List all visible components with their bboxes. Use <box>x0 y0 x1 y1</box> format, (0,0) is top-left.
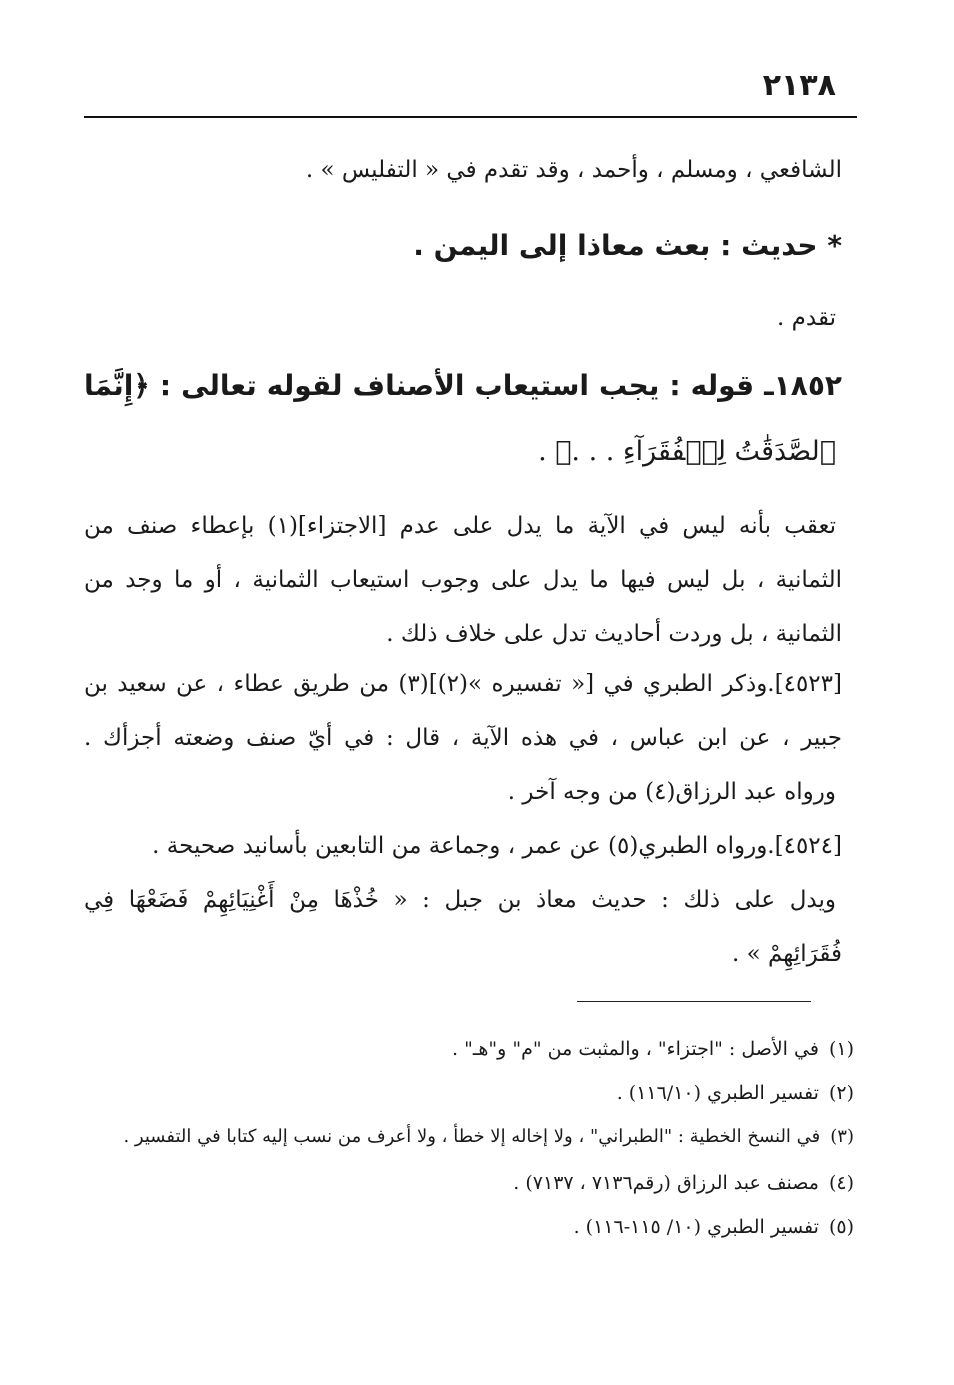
footnote-text: في النسخ الخطية : "الطبراني" ، ولا إخاله إلا خطأ ، ولا أعرف من نسب إليه كتابا في التفسير . <box>123 1126 821 1147</box>
body-line-muadh-1: ويدل على ذلك : حديث معاذ بن جبل : « خُذْهَا مِنْ أَغْنِيَائِهِمْ فَضَعْهَا فِي <box>84 887 836 913</box>
footnote-4 <box>513 1168 854 1198</box>
section-heading-1852: ١٨٥٢ـ قوله : يجب استيعاب الأصناف لقوله تعالى : ﴿إِنَّمَا <box>84 369 842 402</box>
footnote-number: (٣) <box>830 1126 854 1147</box>
footnote-text: مصنف عبد الرزاق (رقم٧١٣٦ ، ٧١٣٧) . <box>513 1172 819 1194</box>
footnote-number: (٢) <box>828 1082 854 1104</box>
body-line-4524: [٤٥٢٤].ورواه الطبري(٥) عن عمر ، وجماعة من التابعين بأسانيد صحيحة . <box>152 833 842 859</box>
footnote-number: (١) <box>828 1038 854 1060</box>
body-line-4523-3: ورواه عبد الرزاق(٤) من وجه آخر . <box>507 779 836 805</box>
footnote-2 <box>617 1078 854 1108</box>
footnote-text: تفسير الطبري (١٠/ ١١٥-١١٦) . <box>573 1216 819 1238</box>
page-number: ٢١٣٨ <box>762 68 836 103</box>
footnote-text: في الأصل : "اجتزاء" ، والمثبت من "م" و"هـ" . <box>452 1038 819 1060</box>
footnote-separator <box>577 1001 811 1002</box>
body-line-taqaddam: تقدم . <box>777 305 836 331</box>
body-line-1: الشافعي ، ومسلم ، وأحمد ، وقد تقدم في « التفليس » . <box>305 157 842 183</box>
footnote-5 <box>574 1212 854 1242</box>
header-rule <box>84 116 857 118</box>
footnote-number: (٥) <box>828 1216 854 1238</box>
footnote-3 <box>123 1122 854 1152</box>
footnote-text: تفسير الطبري (١١٦/١٠) . <box>616 1082 819 1104</box>
body-line-4523-1: [٤٥٢٣].وذكر الطبري في [« تفسيره »(٢)](٣) من طريق عطاء ، عن سعيد بن <box>84 671 842 697</box>
body-line-para1-3: الثمانية ، بل وردت أحاديث تدل على خلاف ذلك . <box>386 621 842 647</box>
body-line-muadh-2: فُقَرَائِهِمْ » . <box>731 941 842 967</box>
hadith-heading: * حديث : بعث معاذا إلى اليمن . <box>413 229 842 262</box>
body-line-para1-1: تعقب بأنه ليس في الآية ما يدل على عدم [الاجتزاء](١) بإعطاء صنف من <box>84 513 836 539</box>
footnote-number: (٤) <box>828 1172 854 1194</box>
footnote-1 <box>452 1034 854 1064</box>
quran-verse-line: ٱلصَّدَقَٰتُ لِلۡفُقَرَآءِ . . .﴾ . <box>538 436 836 467</box>
body-line-4523-2: جبير ، عن ابن عباس ، في هذه الآية ، قال : في أيّ صنف وضعته أجزأك . <box>84 725 842 751</box>
body-line-para1-2: الثمانية ، بل ليس فيها ما يدل على وجوب استيعاب الثمانية ، أو ما وجد من <box>84 567 842 593</box>
